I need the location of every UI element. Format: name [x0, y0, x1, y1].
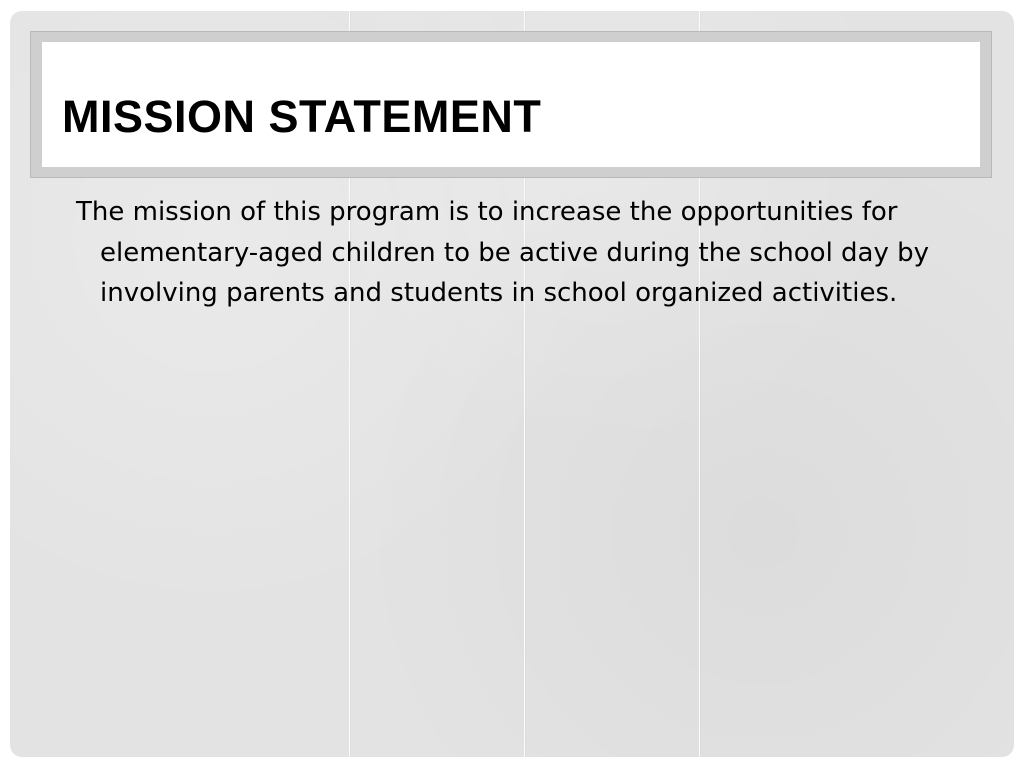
slide: [10, 11, 1014, 757]
slide-title: MISSION STATEMENT: [62, 91, 542, 142]
title-frame: [30, 31, 992, 178]
title-box: [42, 42, 980, 167]
mission-statement-text: The mission of this program is to increase the opportunities for elementary-aged children to be active during the school day by involving parents and students in school organized activities.: [76, 197, 930, 308]
